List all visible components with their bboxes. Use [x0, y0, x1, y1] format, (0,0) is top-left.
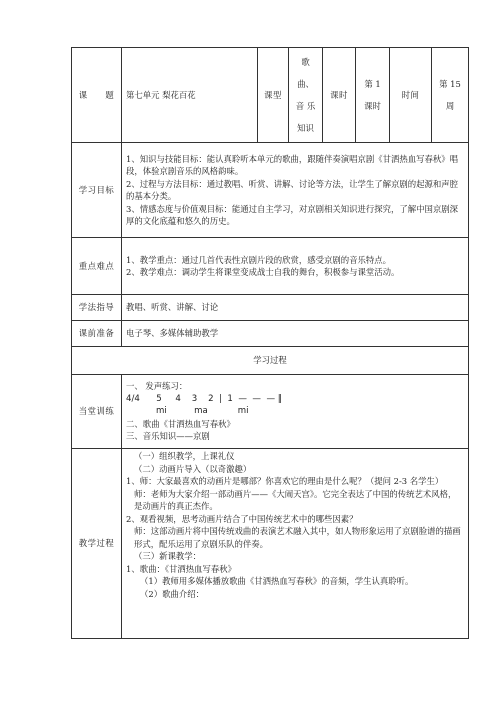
key-point-item: 2、教学难点：调动学生将课堂变成战士自我的舞台，积极参与课堂活动。: [126, 267, 400, 277]
goals-label: 学习目标: [72, 143, 122, 238]
procedure-line: 师：这部动画片将中国传统戏曲的表演艺术融入其中，如人物形象运用了京剧脸谱的描画形式，配乐运用了京剧乐队的伴奏。: [134, 526, 461, 549]
hours-label: 课时: [323, 48, 356, 143]
practice-label: 当堂训练: [72, 375, 122, 449]
method-row: [72, 295, 469, 321]
hours-value: 第 1 课时: [356, 48, 390, 143]
procedure-line: 1、师：大家最喜欢的动画片是哪部？你喜欢它的理由是什么呢？（提问 2-3 名学生）: [126, 476, 444, 486]
key-points-row: [72, 238, 469, 295]
procedure-line: 2、观看视频，思考动画片结合了中国传统艺术中的哪些因素？: [126, 513, 358, 524]
lesson-plan-table: [71, 47, 469, 639]
solfege-notes: 4/4 5 4 3 2 | 1 — — — ‖: [126, 393, 283, 404]
time-value: 第 15 周: [432, 48, 469, 143]
procedure-line: （三）新课教学：: [134, 551, 201, 561]
procedure-line: （1）教师用多媒体播放歌曲《甘洒热血写春秋》的音频，学生认真聆听。: [140, 576, 414, 586]
goals-content: [122, 143, 469, 238]
procedure-line: （一）组织教学，上课礼仪: [134, 451, 235, 461]
procedure-line: 师：老师为大家介绍一部动画片——《大闹天宫》。它完全表达了中国的传统艺术风格，是动画片的真正杰作。: [134, 488, 457, 511]
type-value: 歌曲、 音 乐 知识: [289, 48, 323, 143]
prep-row: [72, 321, 469, 347]
procedure-line: 1、歌曲：《甘洒热血写春秋》: [126, 563, 237, 574]
practice-line: 一、 发声练习：: [126, 381, 188, 392]
method-label: 学法指导: [72, 295, 122, 321]
key-points-label: 重点难点: [72, 238, 122, 295]
practice-row: [72, 375, 469, 449]
type-label: 课型: [258, 48, 289, 143]
procedure-line: （2）歌曲介绍：: [140, 588, 204, 599]
topic-label: 课 题: [72, 48, 122, 143]
goal-item: 3、情感态度与价值观目标：能通过自主学习，对京剧相关知识进行探究，了解中国京剧深厚的文化底蕴和悠久的历史。: [126, 203, 458, 226]
goals-row: [72, 143, 469, 238]
process-title-row: [72, 347, 469, 375]
solfege-syllables: mi ma mi: [126, 406, 249, 417]
goal-item: 2、过程与方法目标：通过教唱、听赏、讲解、讨论等方法，让学生了解京剧的起源和声腔的基本分类。: [126, 178, 458, 201]
key-point-item: 1、教学重点：通过几首代表性京剧片段的欣赏，感受京剧的音乐特点。: [126, 254, 391, 265]
procedure-label: 教学过程: [72, 449, 122, 639]
practice-line: 二、歌曲《甘洒热血写春秋》: [126, 418, 235, 429]
practice-content: [122, 375, 469, 449]
procedure-row: [72, 449, 469, 639]
practice-line: 三、音乐知识——京剧: [126, 431, 210, 442]
goal-item: 1、知识与技能目标：能认真聆听本单元的歌曲，跟随伴奏演唱京剧《甘洒热血写春秋》唱段，体验京剧音乐的风格韵味。: [126, 153, 458, 176]
topic-value: 第七单元 梨花百花: [122, 48, 258, 143]
prep-label: 课前准备: [72, 321, 122, 347]
process-title: 学习过程: [72, 347, 469, 375]
procedure-content: [122, 449, 469, 639]
method-value: 教唱、听赏、讲解、讨论: [122, 295, 469, 321]
prep-value: 电子琴、多媒体辅助教学: [122, 321, 469, 347]
time-label: 时间: [390, 48, 432, 143]
key-points-content: [122, 238, 469, 295]
procedure-line: （二）动画片导入（以奇激趣）: [134, 463, 252, 474]
header-row: [72, 48, 469, 143]
